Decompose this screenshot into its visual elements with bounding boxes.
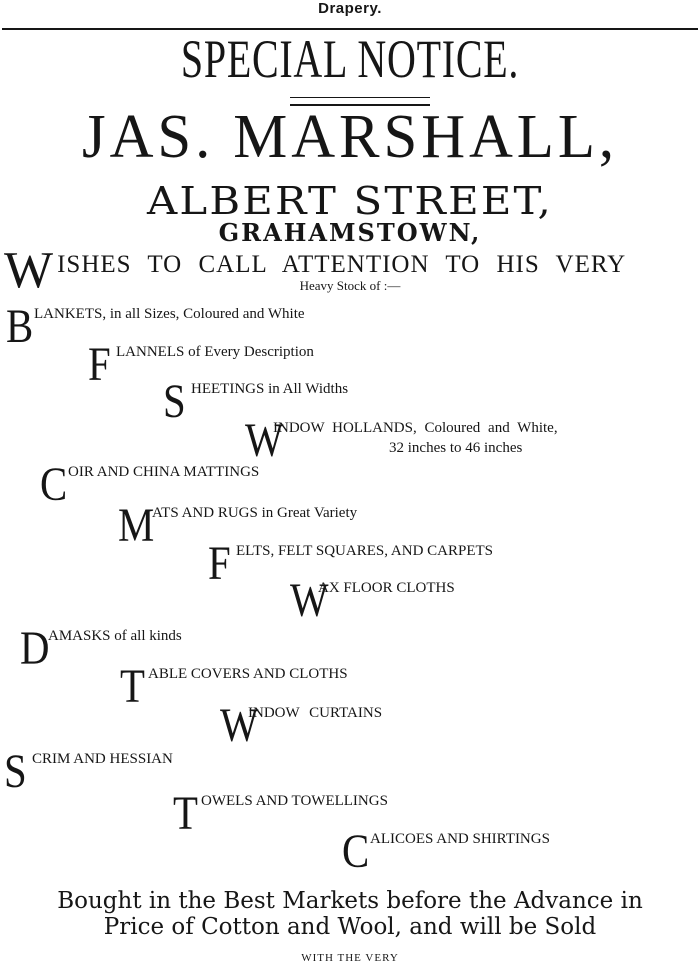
list-item <box>120 660 348 713</box>
drop-cap: S <box>4 745 27 798</box>
list-item <box>163 375 349 428</box>
stock-label: Heavy Stock of :— <box>299 278 401 293</box>
item-text: OIR AND CHINA MATTINGS <box>68 464 260 480</box>
list-item <box>4 745 173 798</box>
list-item <box>220 699 383 752</box>
drop-cap: C <box>40 458 68 511</box>
drop-cap: W <box>290 574 329 627</box>
drop-cap: W <box>220 699 259 752</box>
item-subtext: 32 inches to 46 inches <box>389 440 523 456</box>
drop-cap: B <box>6 300 34 353</box>
headline: SPECIAL NOTICE. <box>180 29 520 89</box>
item-text: AX FLOOR CLOTHS <box>318 580 455 596</box>
list-item <box>40 458 260 511</box>
drop-cap: F <box>88 338 111 391</box>
list-item <box>20 622 182 675</box>
closing-line-1: Bought in the Best Markets before the Advance in <box>57 888 643 914</box>
list-item <box>173 787 388 840</box>
drop-cap: M <box>118 499 155 552</box>
item-text: LANNELS of Every Description <box>116 344 314 360</box>
item-text: ALICOES AND SHIRTINGS <box>370 831 550 847</box>
item-text: CRIM AND HESSIAN <box>32 751 173 767</box>
drop-cap: T <box>120 660 145 713</box>
list-item <box>118 499 358 552</box>
item-text: ATS AND RUGS in Great Variety <box>152 505 358 521</box>
list-item <box>245 414 558 467</box>
drop-cap: D <box>20 622 50 675</box>
street-address: ALBERT STREET, <box>147 179 553 223</box>
closing-line-2: Price of Cotton and Wool, and will be Sold <box>103 914 597 940</box>
intro-text: ISHES TO CALL ATTENTION TO HIS VERY <box>57 251 627 278</box>
tagline: WITH THE VERY <box>301 952 399 964</box>
merchant-name: JAS. MARSHALL, <box>82 103 618 171</box>
item-text: LANKETS, in all Sizes, Coloured and White <box>34 306 305 322</box>
list-item <box>88 338 314 391</box>
drop-cap: F <box>208 537 231 590</box>
item-text: INDOW HOLLANDS, Coloured and White, <box>273 420 558 436</box>
item-text: OWELS AND TOWELLINGS <box>201 793 388 809</box>
list-item <box>290 574 455 627</box>
item-text: ELTS, FELT SQUARES, AND CARPETS <box>236 543 494 559</box>
item-text: HEETINGS in All Widths <box>191 381 349 397</box>
section-heading: Drapery. <box>318 0 382 17</box>
drop-cap: W <box>245 414 284 467</box>
intro-drop-cap: W <box>4 242 54 299</box>
town-name: GRAHAMSTOWN, <box>218 218 482 247</box>
drop-cap: C <box>342 825 370 878</box>
drop-cap: T <box>173 787 198 840</box>
item-text: INDOW CURTAINS <box>248 705 383 721</box>
drop-cap: S <box>163 375 186 428</box>
list-item <box>342 825 550 878</box>
item-text: ABLE COVERS AND CLOTHS <box>148 666 348 682</box>
item-text: AMASKS of all kinds <box>48 628 182 644</box>
